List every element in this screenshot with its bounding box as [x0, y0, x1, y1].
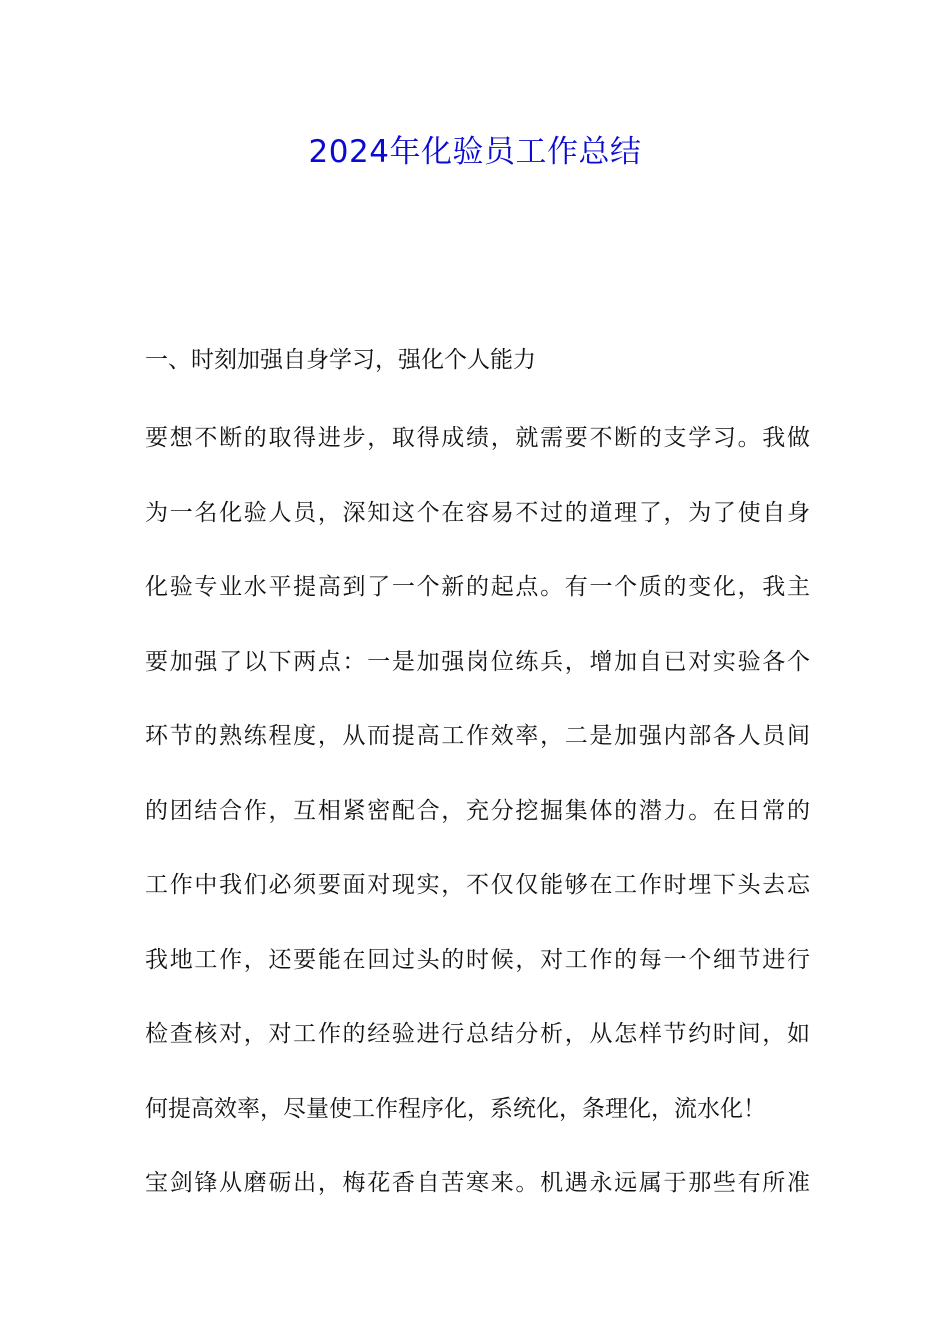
body-line: 宝剑锋从磨砺出，梅花香自苦寒来。机遇永远属于那些有所准 [145, 1170, 810, 1196]
body-line: 为一名化验人员，深知这个在容易不过的道理了，为了使自身 [145, 499, 810, 526]
document-title: 2024年化验员工作总结 [308, 134, 642, 170]
body-line: 要加强了以下两点：一是加强岗位练兵，增加自已对实验各个 [145, 648, 810, 675]
body-line: 要想不断的取得进步，取得成绩，就需要不断的支学习。我做 [145, 425, 810, 451]
section-heading: 一、时刻加强自身学习，强化个人能力 [145, 347, 536, 373]
body-line: 环节的熟练程度，从而提高工作效率，二是加强内部各人员间 [145, 723, 810, 749]
body-line: 检查核对，对工作的经验进行总结分析，从怎样节约时间，如 [145, 1021, 810, 1047]
body-line: 化验专业水平提高到了一个新的起点。有一个质的变化，我主 [145, 574, 810, 600]
body-paragraph [145, 416, 810, 1236]
body-line: 何提高效率，尽量使工作程序化，系统化，条理化，流水化！ [145, 1095, 766, 1122]
body-line: 的团结合作，互相紧密配合，充分挖掘集体的潜力。在日常的 [145, 797, 810, 824]
body-line: 工作中我们必须要面对现实，不仅仅能够在工作时埋下头去忘 [145, 872, 810, 898]
body-line: 我地工作，还要能在回过头的时候，对工作的每一个细节进行 [145, 946, 810, 973]
